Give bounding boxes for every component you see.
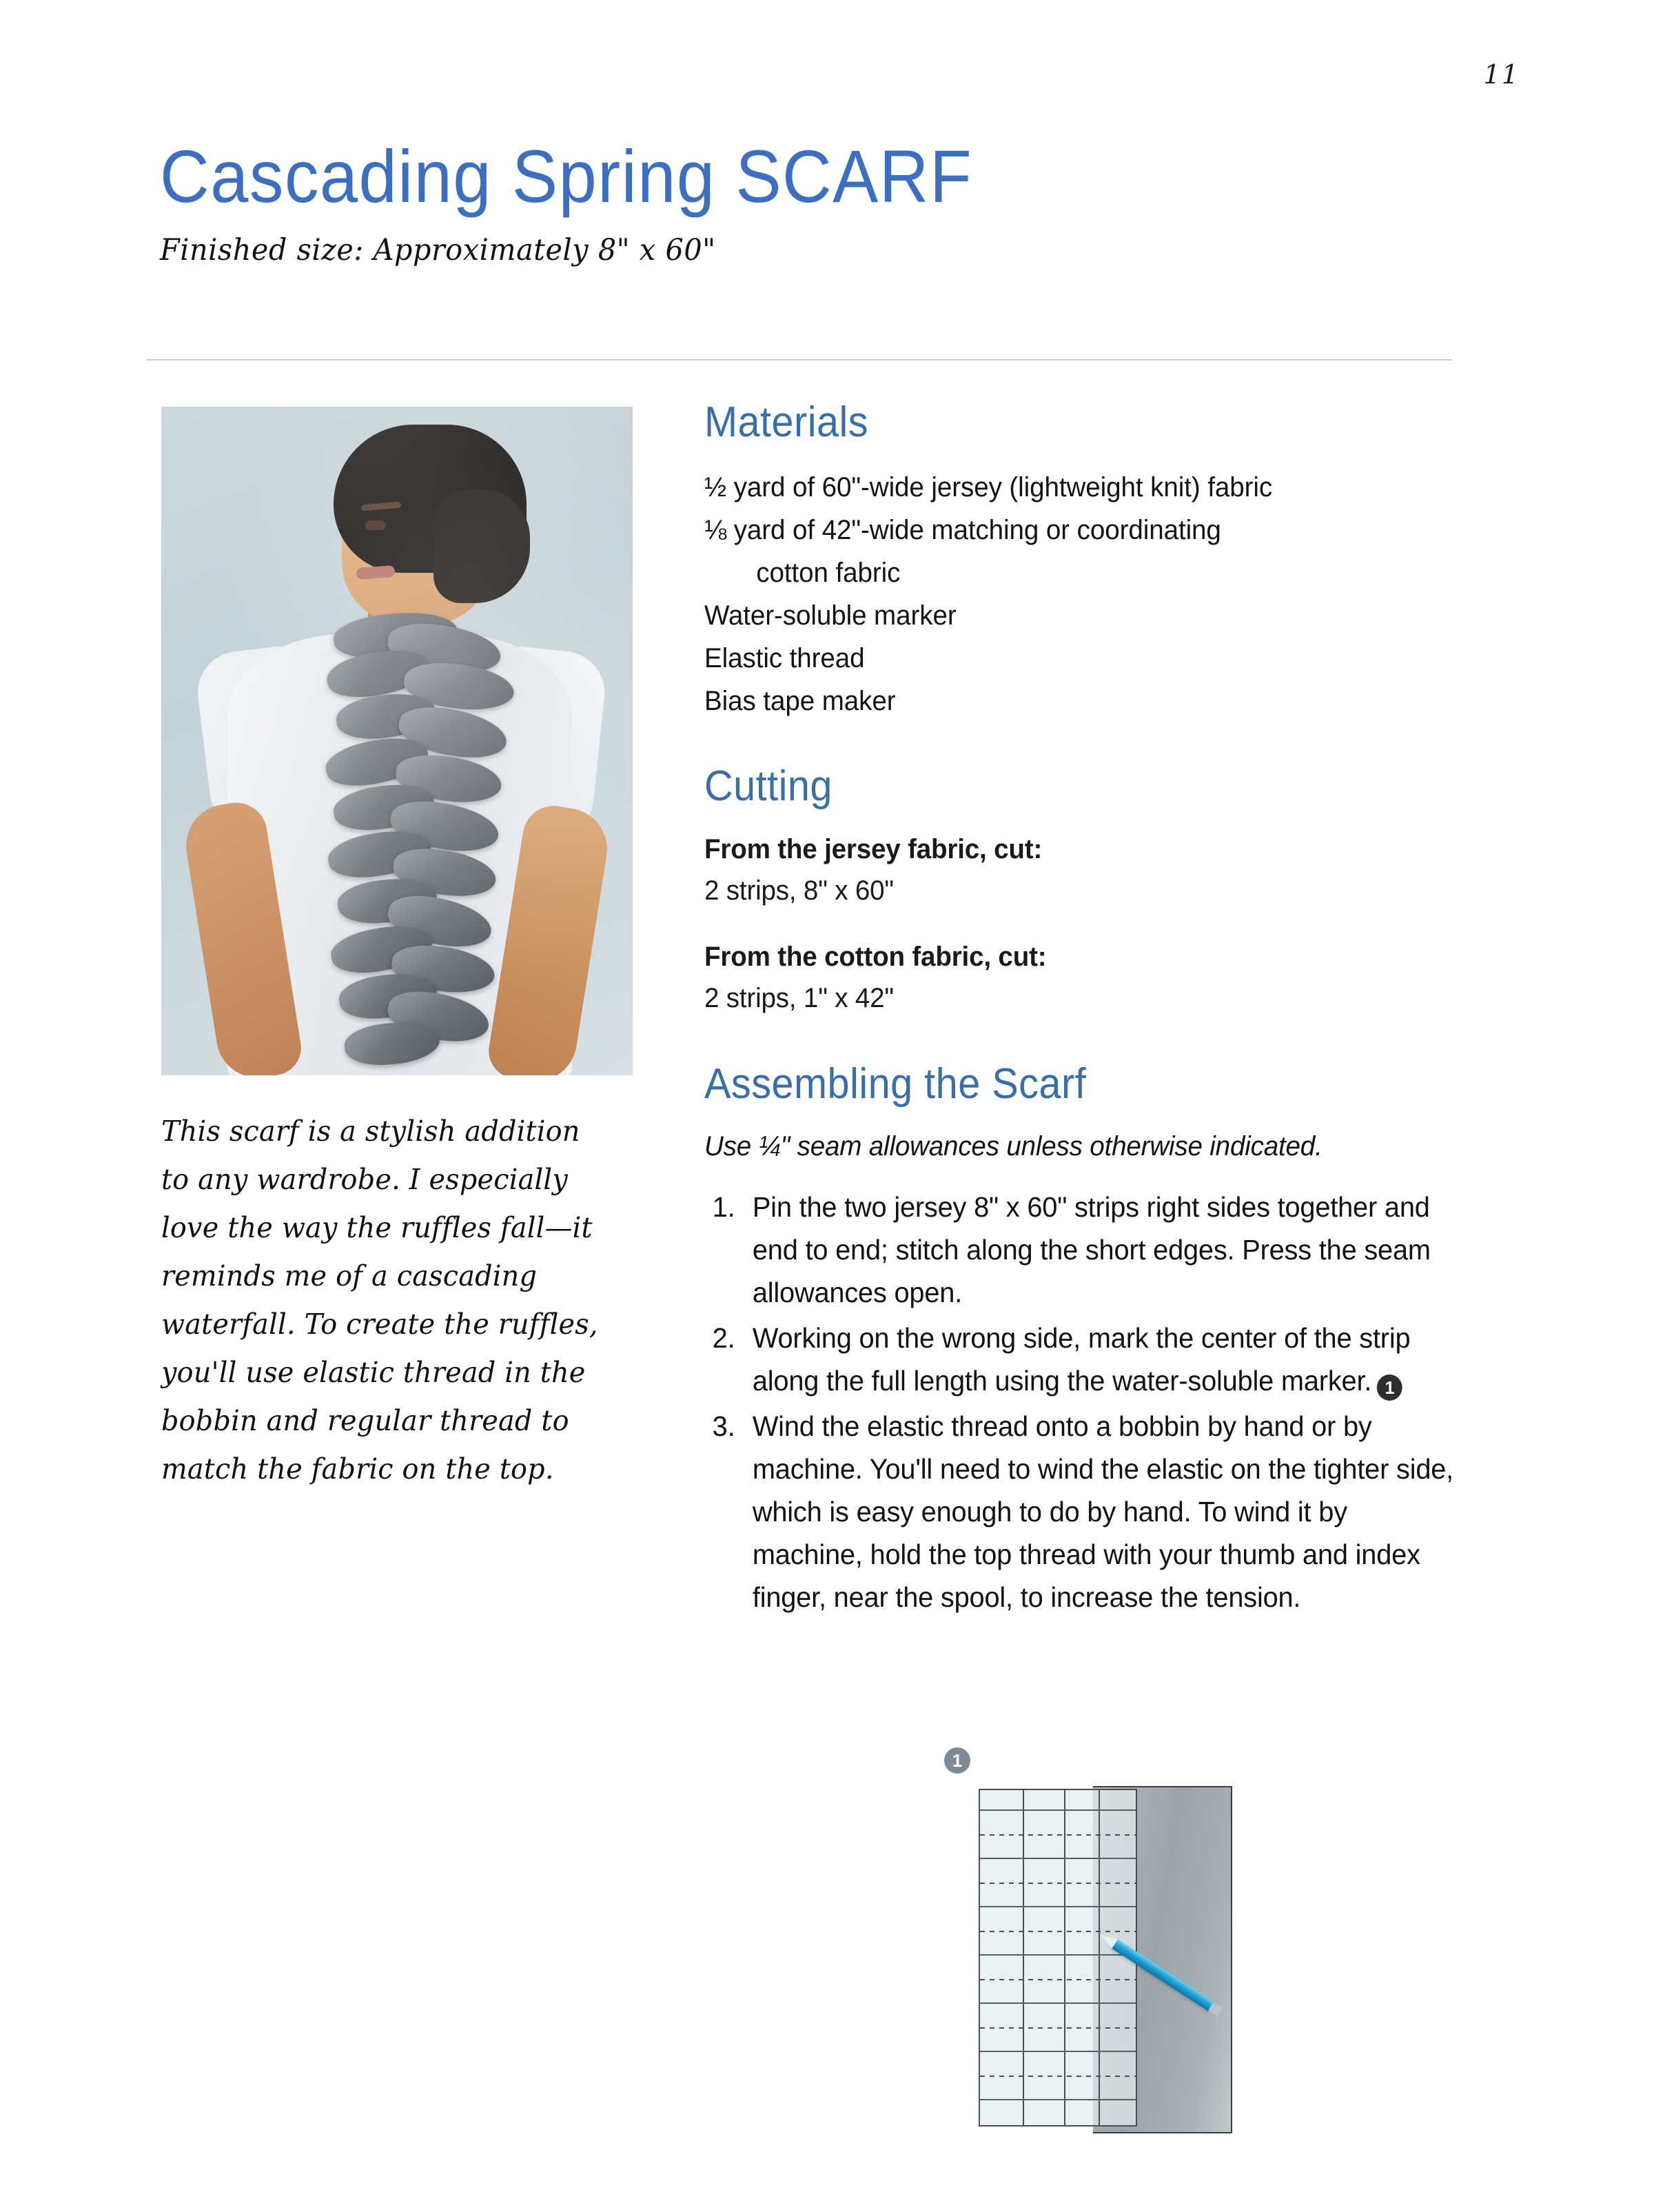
photo-ruffled-scarf	[321, 613, 528, 1075]
materials-item: Bias tape maker	[704, 686, 896, 716]
cutting-group	[704, 936, 1483, 1019]
materials-item: Elastic thread	[704, 643, 865, 673]
cutting-group-label: From the cotton fabric, cut:	[704, 942, 1047, 972]
step-number: 1.	[712, 1191, 735, 1223]
cutting-group	[704, 829, 1483, 911]
right-column	[704, 398, 1483, 1621]
finished-size-label: Finished size: Approximately 8" x 60"	[160, 233, 716, 267]
cutting-group-value: 2 strips, 8" x 60"	[704, 875, 894, 906]
materials-item: cotton fabric	[756, 558, 901, 588]
figure-reference-badge: 1	[1377, 1374, 1402, 1401]
step-text: Working on the wrong side, mark the center of the strip along the full length using the water-soluble marker.	[752, 1322, 1411, 1397]
scarf-photo	[161, 407, 633, 1075]
materials-item: ½ yard of 60"-wide jersey (lightweight knit) fabric	[704, 472, 1273, 503]
gridded-ruler	[979, 1789, 1137, 2127]
assembling-heading: Assembling the Scarf	[704, 1060, 1087, 1108]
cutting-group-label: From the jersey fabric, cut:	[704, 834, 1043, 864]
cutting-group-value: 2 strips, 1" x 42"	[704, 983, 894, 1013]
figure-1	[944, 1747, 1234, 2161]
assembly-steps-list	[704, 1186, 1483, 1619]
materials-heading: Materials	[704, 398, 869, 446]
assembly-step	[704, 1317, 1460, 1402]
left-column	[161, 407, 637, 1493]
figure-artwork	[979, 1782, 1234, 2133]
step-text: Wind the elastic thread onto a bobbin by hand or by machine. You'll need to wind the elastic on the tighter side, which is easy enough to do by hand. To wind it by machine, hold the top thread with your thumb and index finger, near the spool, to increase the tension.	[752, 1410, 1454, 1613]
assembly-step	[704, 1186, 1460, 1314]
title-block	[160, 134, 1469, 267]
assembly-step	[704, 1405, 1460, 1619]
cutting-heading: Cutting	[704, 762, 833, 810]
materials-item: ⅛ yard of 42"-wide matching or coordinating	[704, 515, 1221, 545]
materials-list	[704, 466, 1456, 722]
page-title: Cascading Spring SCARF	[160, 134, 973, 218]
step-text: Pin the two jersey 8" x 60" strips right sides together and end to end; stitch along the short edges. Press the seam allowances open.	[752, 1191, 1431, 1308]
seam-allowance-note: Use ¼" seam allowances unless otherwise indicated.	[704, 1131, 1323, 1161]
materials-item: Water-soluble marker	[704, 600, 957, 631]
figure-badge: 1	[944, 1747, 970, 1774]
photo-eye	[365, 520, 386, 530]
step-number: 2.	[712, 1322, 735, 1354]
header-divider	[146, 359, 1452, 361]
page-number: 11	[1483, 59, 1520, 90]
step-number: 3.	[712, 1410, 735, 1442]
intro-paragraph: This scarf is a stylish addition to any wardrobe. I especially love the way the ruffles fall—it reminds me of a cascading waterfall. To create the ruffles, you'll use elastic thread in the bobbin and regular thread to match the fabric on the top.	[161, 1115, 598, 1485]
